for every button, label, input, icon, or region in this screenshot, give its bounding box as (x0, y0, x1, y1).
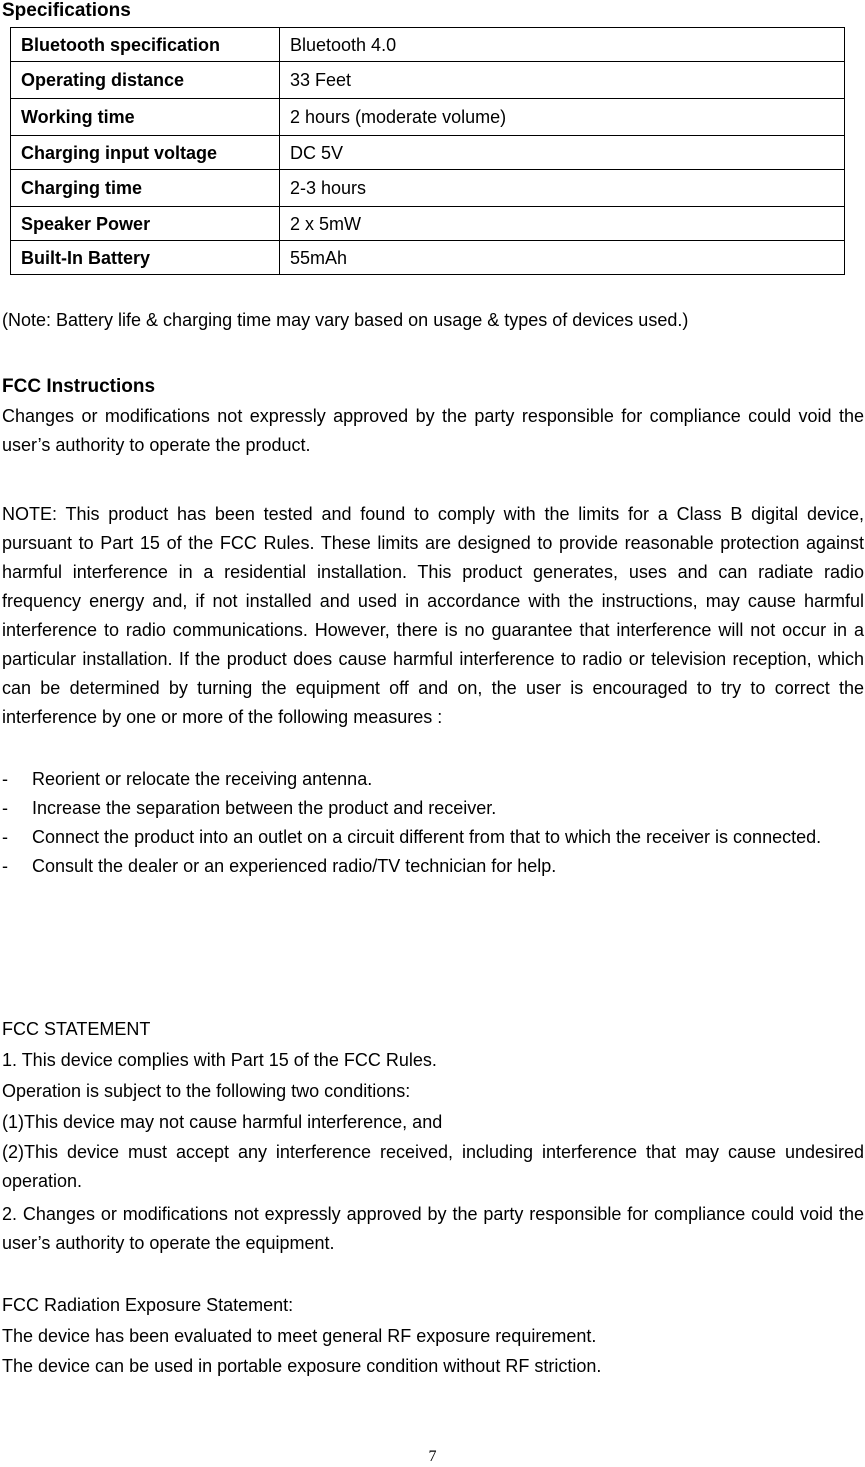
list-item-text: Consult the dealer or an experienced radio/TV technician for help. (32, 856, 557, 876)
list-dash: - (2, 856, 8, 876)
list-item (2, 794, 864, 823)
spec-label: Working time (11, 99, 280, 136)
table-row (11, 28, 845, 62)
statement-line: (2)This device must accept any interference received, including interference that may cause undesired operation. (2, 1142, 864, 1191)
statement-line: (1)This device may not cause harmful interference, and (2, 1112, 443, 1132)
list-dash: - (2, 827, 8, 847)
spec-value: Bluetooth 4.0 (280, 28, 845, 62)
fcc-statement-heading: FCC STATEMENT (2, 1019, 151, 1039)
table-row (11, 207, 845, 241)
specifications-title: Specifications (2, 0, 131, 21)
list-item (2, 823, 864, 852)
spec-label: Charging time (11, 170, 280, 207)
list-item (2, 765, 864, 794)
spec-label: Speaker Power (11, 207, 280, 241)
spec-value: 2-3 hours (280, 170, 845, 207)
statement-line: 2. Changes or modifications not expressly approved by the party responsible for compliance could void the user’s authority to operate the equipment. (2, 1204, 864, 1253)
spec-value: DC 5V (280, 136, 845, 170)
spec-label: Built-In Battery (11, 241, 280, 275)
spec-value: 2 x 5mW (280, 207, 845, 241)
radiation-heading: FCC Radiation Exposure Statement: (2, 1295, 294, 1315)
table-row (11, 170, 845, 207)
list-item-text: Connect the product into an outlet on a circuit different from that to which the receiver is connected. (32, 827, 822, 847)
spec-label: Operating distance (11, 62, 280, 99)
specifications-table (10, 27, 845, 275)
fcc-changes-paragraph: Changes or modifications not expressly approved by the party responsible for compliance could void the user’s authority to operate the product. (2, 406, 864, 455)
radiation-line: The device has been evaluated to meet general RF exposure requirement. (2, 1326, 597, 1346)
statement-line: 1. This device complies with Part 15 of the FCC Rules. (2, 1050, 437, 1070)
battery-note: (Note: Battery life & charging time may vary based on usage & types of devices used.) (2, 310, 689, 330)
list-item-text: Increase the separation between the product and receiver. (32, 798, 497, 818)
table-row (11, 136, 845, 170)
table-row (11, 99, 845, 136)
table-row (11, 241, 845, 275)
spec-label: Bluetooth specification (11, 28, 280, 62)
spec-value: 55mAh (280, 241, 845, 275)
spec-value: 33 Feet (280, 62, 845, 99)
fcc-notice-paragraph: NOTE: This product has been tested and found to comply with the limits for a Class B digital device, pursuant to Part 15 of the FCC Rules. These limits are designed to provide reasonable protection against harmful interference in a residential installation. This product generates, uses and can radiate radio frequency energy and, if not installed and used in accordance with the instructions, may cause harmful interference to radio communications. However, there is no guarantee that interference will not occur in a particular installation. If the product does cause harmful interference to radio or television reception, which can be determined by turning the equipment off and on, the user is encouraged to try to correct the interference by one or more of the following measures : (2, 504, 864, 727)
page-number: 7 (428, 1448, 437, 1465)
spec-label: Charging input voltage (11, 136, 280, 170)
list-item (2, 852, 864, 881)
spec-value: 2 hours (moderate volume) (280, 99, 845, 136)
list-dash: - (2, 798, 8, 818)
radiation-line: The device can be used in portable exposure condition without RF striction. (2, 1356, 602, 1376)
fcc-instructions-heading: FCC Instructions (2, 376, 156, 397)
measures-list (2, 765, 864, 881)
list-item-text: Reorient or relocate the receiving antenna. (32, 769, 373, 789)
table-row (11, 62, 845, 99)
list-dash: - (2, 769, 8, 789)
statement-line: Operation is subject to the following two conditions: (2, 1081, 411, 1101)
